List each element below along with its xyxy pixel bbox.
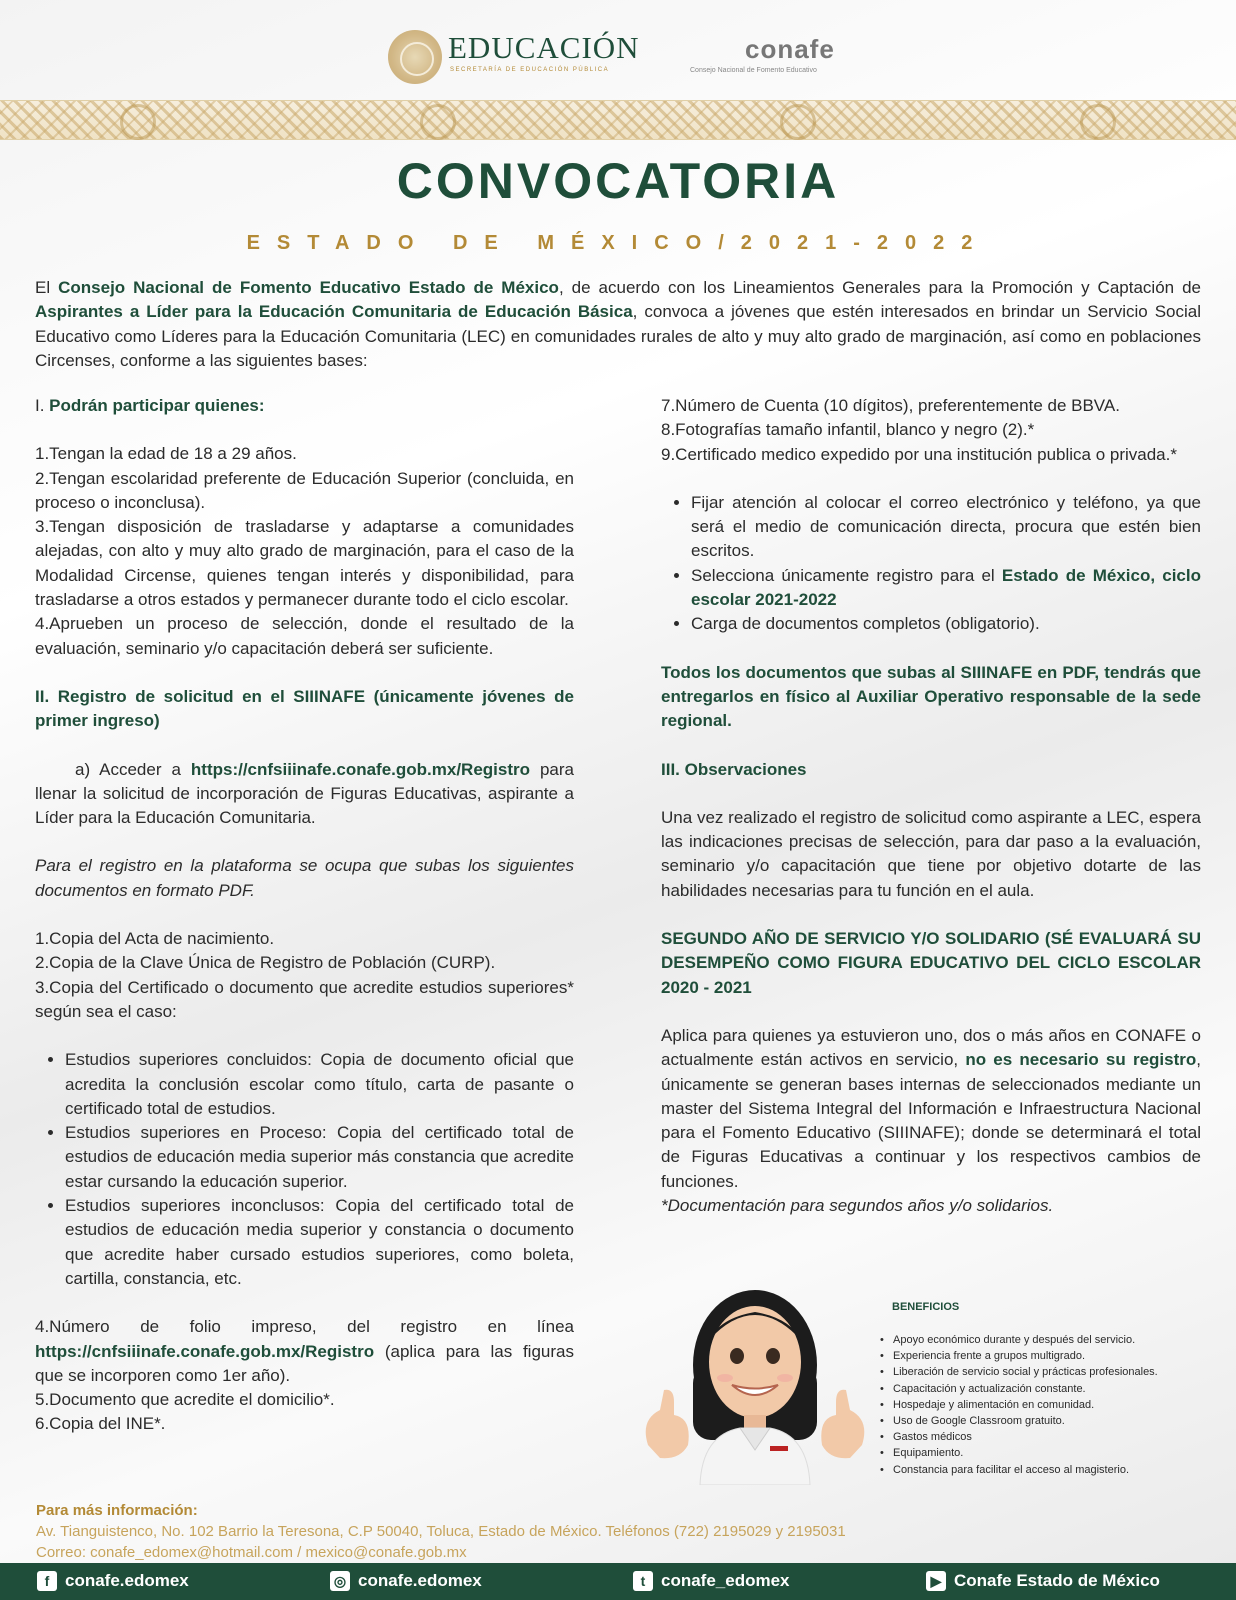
- section3-heading: III. Observaciones: [661, 759, 807, 779]
- list-item: • Estudios superiores en Proceso: Copia del certificado total de estudios de educación media superior más constancia que acredite estar cursando la educación superior.: [65, 1121, 574, 1194]
- conafe-logo: conafe: [745, 34, 835, 64]
- list-item: 8.Fotografías tamaño infantil, blanco y negro (2).*: [661, 420, 1035, 440]
- youtube-link[interactable]: [926, 1571, 1160, 1591]
- list-item: • Experiencia frente a grupos multigrado.: [893, 1348, 1172, 1364]
- decorative-ornament-band: [0, 100, 1236, 140]
- avatar: [640, 1270, 870, 1485]
- coat-of-arms-logo: [388, 30, 442, 84]
- education-logo-subtitle: SECRETARÍA DE EDUCACIÓN PÚBLICA: [450, 67, 610, 73]
- list-item: • Liberación de servicio social y prácticas profesionales.: [893, 1364, 1172, 1380]
- second-year-heading: SEGUNDO AÑO DE SERVICIO Y/O SOLIDARIO (SÉ EVALUARÁ SU DESEMPEÑO COMO FIGURA EDUCATIVO DEL CICLO ESCOLAR 2020 - 2021: [661, 929, 1201, 997]
- youtube-handle: Conafe Estado de México: [954, 1571, 1160, 1590]
- ornament-swirl: [780, 104, 816, 140]
- youtube-icon: ▶: [926, 1571, 946, 1591]
- list-item: 4.Aprueben un proceso de selección, donde el resultado de la evaluación, seminario y/o capacitación deberá ser suficiente.: [35, 614, 574, 658]
- avatar-face: [709, 1306, 801, 1418]
- observations-text: Una vez realizado el registro de solicitud como aspirante a LEC, espera las indicaciones precisas de selección, para dar paso a la evaluación, seminario y/o capacitación que tiene por objetivo dotarte de las habilidades necesarias para tu función en el aula.: [661, 807, 1201, 900]
- contact-label: Para más información:: [36, 1502, 198, 1519]
- list-item: 7.Número de Cuenta (10 dígitos), preferentemente de BBVA.: [661, 396, 1120, 415]
- docs-intro: Para el registro en la plataforma se ocupa que subas los siguientes documentos en formato PDF.: [35, 856, 574, 900]
- notes-bullet-list: [661, 491, 1201, 637]
- contact-info: [36, 1500, 846, 1563]
- list-item: • Gastos médicos: [893, 1429, 1172, 1445]
- benefits-title: BENEFICIOS: [892, 1301, 960, 1313]
- twitter-icon: t: [633, 1571, 653, 1591]
- instagram-link[interactable]: [330, 1571, 482, 1591]
- second-year-text: Aplica para quienes ya estuvieron uno, dos o más años en CONAFE o actualmente están activos en servicio, no es necesario su registro, únicamente se generan bases internas de seleccionados mediante un master del Sistema Integral del Información e Infraestructura Nacional para el Fomento Educativo (SIIINAFE); donde se determinará el total de Figuras Educativas a continuar y los respectivos cambios de funciones.: [661, 1025, 1201, 1191]
- list-item: • Uso de Google Classroom gratuito.: [893, 1413, 1172, 1429]
- ornament-swirl: [420, 104, 456, 140]
- list-item: • Equipamiento.: [893, 1445, 1172, 1461]
- left-column: [35, 394, 574, 1437]
- list-item: 5.Documento que acredite el domicilio*.: [35, 1390, 335, 1410]
- section2-heading: II. Registro de solicitud en el SIIINAFE (únicamente jóvenes de primer ingreso): [35, 686, 574, 731]
- list-item: 6.Copia del INE*.: [35, 1414, 166, 1434]
- list-item: 1.Copia del Acta de nacimiento.: [35, 929, 275, 949]
- instagram-icon: ◎: [330, 1571, 350, 1591]
- facebook-icon: f: [37, 1571, 57, 1591]
- registro-link[interactable]: https://cnfsiiinafe.conafe.gob.mx/Registro: [35, 1341, 375, 1361]
- list-item: 3.Tengan disposición de trasladarse y adaptarse a comunidades alejadas, con alto y muy alto grado de marginación, para el caso de la Modalidad Circense, quienes tengan interés y disponibilidad, para trasladarse a otros estados y permanecer durante todo el ciclo escolar.: [35, 517, 574, 610]
- section1-heading: I. Podrán participar quienes:: [35, 396, 265, 415]
- instagram-handle: conafe.edomex: [358, 1571, 482, 1590]
- list-item: 9.Certificado medico expedido por una institución publica o privada.*: [661, 444, 1177, 464]
- thumbs-up-left: [646, 1390, 689, 1458]
- list-item: 2.Tengan escolaridad preferente de Educación Superior (concluida, en proceso o inconclusa).: [35, 468, 574, 512]
- page-title: CONVOCATORIA: [396, 153, 840, 209]
- studies-bullet-list: [35, 1048, 574, 1291]
- list-item: • Carga de documentos completos (obligatorio).: [691, 612, 1201, 636]
- intro-paragraph: El Consejo Nacional de Fomento Educativo Estado de México, de acuerdo con los Lineamientos Generales para la Promoción y Captación de Aspirantes a Líder para la Educación Comunitaria de Educación Básica, convoca a jóvenes que estén interesados en brindar un Servicio Social Educativo como Líderes para la Educación Comunitaria (LEC) en comunidades rurales de alto y muy alto grado de marginación, así como en poblaciones Circenses, conforme a las siguientes bases:: [35, 278, 1201, 371]
- right-column: [661, 394, 1201, 1218]
- list-item: • Constancia para facilitar el acceso al magisterio.: [893, 1462, 1172, 1478]
- header: [0, 0, 1236, 90]
- contact-address: Av. Tianguistenco, No. 102 Barrio la Teresona, C.P 50040, Toluca, Estado de México. Teléfonos (722) 2195029 y 2195031: [36, 1523, 846, 1540]
- benefits-list: [893, 1332, 1172, 1478]
- facebook-handle: conafe.edomex: [65, 1571, 189, 1590]
- list-item: • Hospedaje y alimentación en comunidad.: [893, 1397, 1172, 1413]
- contact-email[interactable]: Correo: conafe_edomex@hotmail.com / mexico@conafe.gob.mx: [36, 1544, 467, 1561]
- ornament-swirl: [1080, 104, 1116, 140]
- page-subtitle: ESTADO DE MÉXICO/2021-2022: [246, 232, 990, 254]
- conafe-logo-subtitle: Consejo Nacional de Fomento Educativo: [690, 67, 817, 74]
- list-item: • Fijar atención al colocar el correo electrónico y teléfono, ya que será el medio de comunicación directa, procura que estén bien escritos.: [691, 491, 1201, 564]
- twitter-link[interactable]: [633, 1571, 790, 1591]
- list-item: 1.Tengan la edad de 18 a 29 años.: [35, 444, 297, 464]
- list-item: • Apoyo económico durante y después del servicio.: [893, 1332, 1172, 1348]
- ornament-swirl: [120, 104, 156, 140]
- documents-warning: Todos los documentos que subas al SIIINAFE en PDF, tendrás que entregarlos en físico al Auxiliar Operativo responsable de la sede regional.: [661, 662, 1201, 731]
- list-item: 4.Número de folio impreso, del registro en línea https://cnfsiiinafe.conafe.gob.mx/Registro (aplica para las figuras que se incorporen como 1er año).: [35, 1317, 574, 1385]
- access-instruction: a) Acceder a https://cnfsiiinafe.conafe.gob.mx/Registro para llenar la solicitud de incorporación de Figuras Educativas, aspirante a Líder para la Educación Comunitaria.: [35, 759, 575, 828]
- list-item: 2.Copia de la Clave Única de Registro de Población (CURP).: [35, 953, 496, 973]
- list-item: 3.Copia del Certificado o documento que acredite estudios superiores* según sea el caso:: [35, 977, 574, 1021]
- registro-link[interactable]: https://cnfsiiinafe.conafe.gob.mx/Registro: [190, 759, 531, 779]
- list-item: • Estudios superiores inconclusos: Copia del certificado total de estudios de educación media superior y constancia o documento que acredite haber cursado estudios superiores, como boleta, cartilla, constancia, etc.: [65, 1194, 574, 1291]
- list-item: • Capacitación y actualización constante.: [893, 1381, 1172, 1397]
- list-item: • Selecciona únicamente registro para el Estado de México, ciclo escolar 2021-2022: [691, 564, 1201, 613]
- list-item: • Estudios superiores concluidos: Copia de documento oficial que acredita la conclusión escolar como título, carta de pasante o certificado total de estudios.: [65, 1048, 574, 1121]
- facebook-link[interactable]: [37, 1571, 189, 1591]
- thumbs-up-right: [821, 1390, 864, 1458]
- second-year-note: *Documentación para segundos años y/o solidarios.: [661, 1196, 1054, 1216]
- twitter-handle: conafe_edomex: [661, 1571, 790, 1590]
- social-footer: [0, 1563, 1236, 1600]
- education-logo-title: EDUCACIÓN: [448, 30, 640, 65]
- shirt-logo: [770, 1446, 788, 1451]
